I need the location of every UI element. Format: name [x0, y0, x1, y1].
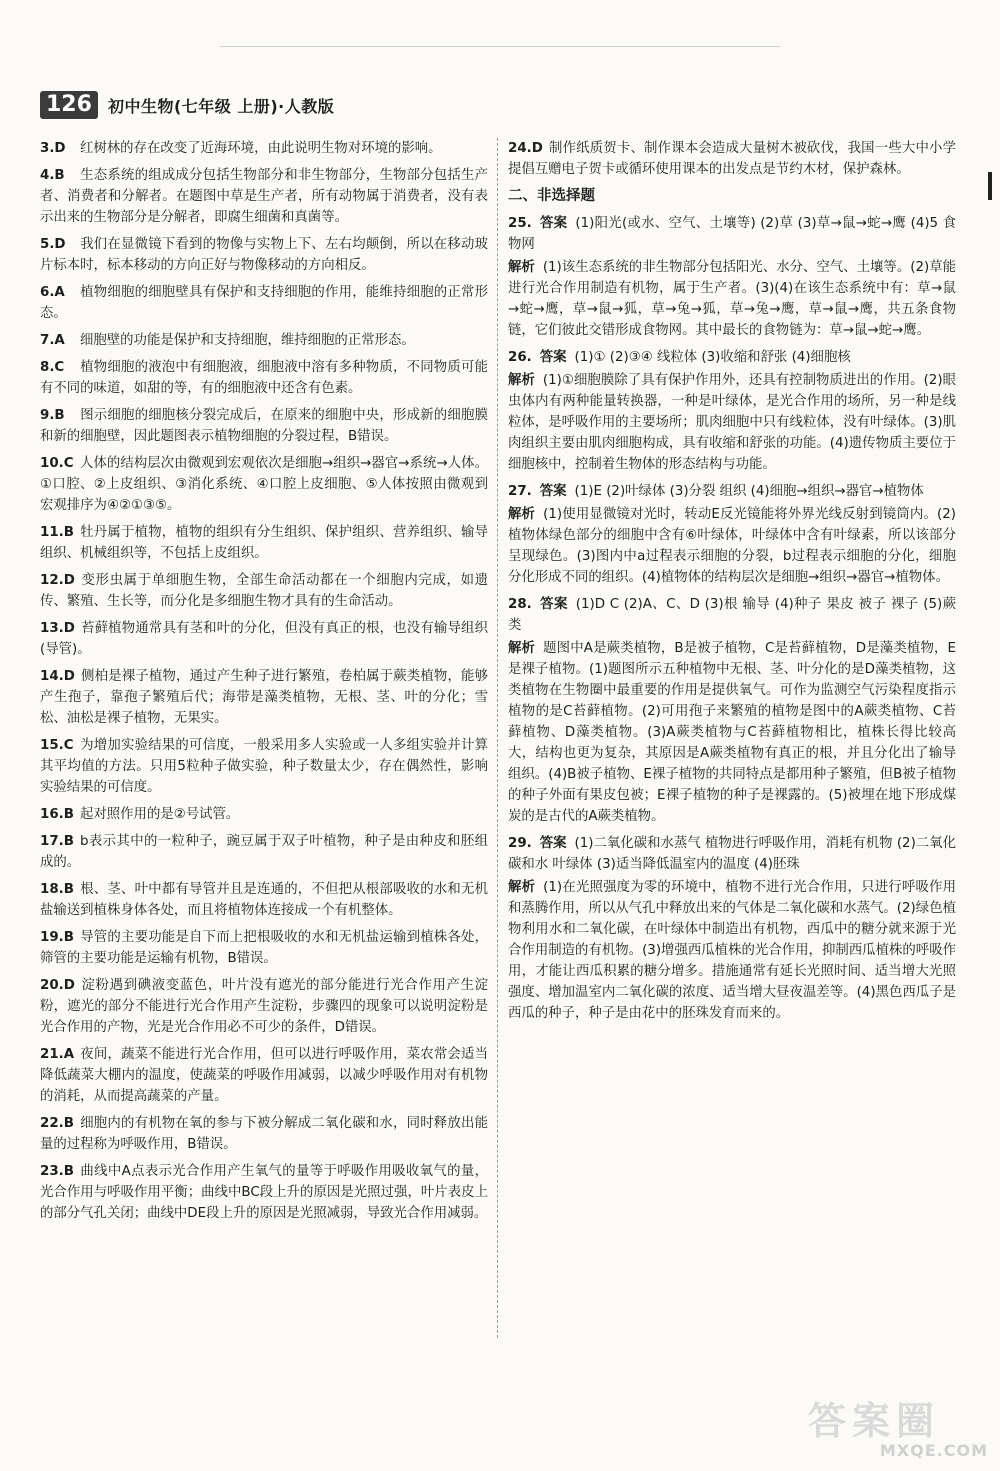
answer-text: (1)D C (2)A、C、D (3)根 输导 (4)种子 果皮 被子 裸子 (5)蕨类 [508, 597, 957, 633]
analysis-text: (1)使用显微镜对光时，转动E反光镜能将外界光线反射到镜筒内。(2)植物体绿色部分的细胞中含有⑥叶绿体，叶绿体中含有叶绿素，所以该部分呈现绿色。(3)图内中a过程表示细胞的分裂，b过程表示细胞的分化，细胞分化形成不同的组织。(4)植物体的结构层次是细胞→组织→器官→植物体。 [508, 507, 956, 585]
item-number: 3.D [40, 141, 66, 156]
item-text: 细胞内的有机物在氧的参与下被分解成二氧化碳和水，同时释放出能量的过程称为呼吸作用，B错误。 [40, 1116, 488, 1152]
answer-line [508, 347, 956, 368]
item-number: 5.D [40, 237, 66, 252]
item-number: 17.B [40, 834, 74, 849]
item-number: 20.D [40, 978, 75, 993]
left-column [40, 138, 488, 1230]
item-text: 植物细胞的液泡中有细胞液，细胞液中溶有多种物质，不同物质可能有不同的味道，如甜的等，有的细胞液中还含有色素。 [40, 360, 488, 396]
item-text: 导管的主要功能是自下而上把根吸收的水和无机盐运输到植株各处，筛管的主要功能是运输有机物，B错误。 [40, 930, 488, 966]
item-number: 29. [508, 836, 532, 851]
answer-item [40, 138, 488, 159]
item-number: 21.A [40, 1047, 75, 1062]
analysis-label: 解析 [508, 880, 536, 895]
item-number: 14.D [40, 669, 75, 684]
item-number: 19.B [40, 930, 74, 945]
nonchoice-list [508, 213, 956, 1024]
answer-item [40, 927, 488, 969]
question-item [508, 481, 956, 588]
item-text: 起对照作用的是②号试管。 [80, 807, 240, 822]
item-number: 8.C [40, 360, 65, 375]
answer-item-24 [508, 138, 956, 180]
item-number: 12.D [40, 573, 75, 588]
answer-label: 答案 [539, 216, 568, 231]
answer-item [40, 453, 488, 516]
item-number: 13.D [40, 621, 75, 636]
section-title: 二、非选择题 [508, 188, 595, 204]
item-text: 人体的结构层次由微观到宏观依次是细胞→组织→器官→系统→人体。①口腔、②上皮组织、③消化系统、④口腔上皮细胞、⑤人体按照由微观到宏观排序为④②①③⑤。 [40, 456, 488, 513]
answer-label: 答案 [539, 597, 568, 612]
item-text: 生态系统的组成成分包括生物部分和非生物部分，生物部分包括生产者、消费者和分解者。在题图中草是生产者，所有动物属于消费者，没有表示出来的生物部分是分解者，即腐生细菌和真菌等。 [40, 168, 488, 225]
item-number: 11.B [40, 525, 74, 540]
analysis-text: 题图中A是蕨类植物，B是被子植物，C是苔藓植物，D是藻类植物，E是裸子植物。(1)题图所示五种植物中无根、茎、叶分化的是D藻类植物，这类植物在生物圈中最重要的作用是提供氧气。可作为监测空气污染程度指示植物的是C苔藓植物。(2)可用孢子来繁殖的植物是图中的A蕨类植物、C苔藓植物、D藻类植物。(3)A蕨类植物与C苔藓植物相比，植株长得比较高大，结构也更为复杂，其原因是A蕨类植物有真正的根，并且分化出了输导组织。(4)B被子植物、E裸子植物的共同特点是都用种子繁殖，但B被子植物的种子外面有果皮包被；E裸子植物的种子是裸露的。(5)被埋在地下形成煤炭的是古代的A蕨类植物。 [508, 641, 957, 824]
item-number: 26. [508, 350, 532, 365]
item-text: 苔藓植物通常具有茎和叶的分化，但没有真正的根，也没有输导组织(导管)。 [40, 621, 488, 657]
analysis-line [508, 370, 956, 475]
analysis-label: 解析 [508, 260, 535, 275]
answer-item [40, 234, 488, 276]
watermark-title: 答案圈 [808, 1399, 941, 1443]
item-number: 25. [508, 216, 532, 231]
book-title: 初中生物(七年级 上册)·人教版 [107, 96, 335, 116]
top-rule [220, 46, 780, 47]
right-column [508, 138, 956, 1030]
answer-item [40, 831, 488, 873]
analysis-line [508, 504, 956, 588]
item-number: 6.A [40, 285, 65, 300]
answer-item [40, 975, 488, 1038]
analysis-line [508, 257, 956, 341]
page-number: 126 [40, 91, 98, 119]
answer-text: (1)① (2)③④ 线粒体 (3)收缩和舒张 (4)细胞核 [574, 350, 851, 365]
answer-item [40, 165, 488, 228]
answer-item [40, 735, 488, 798]
item-text: 侧柏是裸子植物，通过产生种子进行繁殖，卷柏属于蕨类植物，能够产生孢子，靠孢子繁殖后代；海带是藻类植物，无根、茎、叶的分化；雪松、油松是裸子植物，无果实。 [40, 669, 488, 726]
analysis-text: (1)①细胞膜除了具有保护作用外，还具有控制物质进出的作用。(2)眼虫体内有两种能量转换器，一种是叶绿体，是光合作用的场所，另一种是线粒体，是呼吸作用的主要场所；肌肉细胞中只有线粒体，没有叶绿体。(3)肌肉组织主要由肌肉细胞构成，具有收缩和舒张的功能。(4)遗传物质主要位于细胞核中，控制着生物体的形态结构与功能。 [508, 373, 956, 472]
item-text: 图示细胞的细胞核分裂完成后，在原来的细胞中央，形成新的细胞膜和新的细胞壁，因此题图表示植物细胞的分裂过程，B错误。 [40, 408, 488, 444]
item-number: 23.B [40, 1164, 74, 1179]
item-text: 制作纸质贺卡、制作课本会造成大量树木被砍伐，我国一些大中小学提倡互赠电子贺卡或循环使用课本的出发点是节约木材，保护森林。 [508, 141, 956, 177]
answer-label: 答案 [539, 350, 567, 365]
watermark-logo [808, 1401, 988, 1463]
item-number: 7.A [40, 333, 65, 348]
item-number: 15.C [40, 738, 74, 753]
item-text: 夜间，蔬菜不能进行光合作用，但可以进行呼吸作用，菜农常会适当降低蔬菜大棚内的温度，使蔬菜的呼吸作用减弱，以减少呼吸作用对有机物的消耗，从而提高蔬菜的产量。 [40, 1047, 488, 1104]
item-text: 细胞壁的功能是保护和支持细胞，维持细胞的正常形态。 [80, 333, 415, 348]
answer-text: (1)阳光(或水、空气、土壤等) (2)草 (3)草→鼠→蛇→鹰 (4)5 食物网 [508, 216, 957, 252]
item-text: 为增加实验结果的可信度，一般采用多人实验或一人多组实验并计算其平均值的方法。只用5粒种子做实验，种子数量太少，存在偶然性，影响实验结果的可信度。 [40, 738, 488, 795]
watermark-url: MXQE.COM [879, 1441, 988, 1460]
question-item [508, 213, 956, 341]
analysis-line [508, 638, 956, 827]
item-text: 淀粉遇到碘液变蓝色，叶片没有遮光的部分能进行光合作用产生淀粉，遮光的部分不能进行光合作用产生淀粉，步骤四的现象可以说明淀粉是光合作用的产物，光是光合作用必不可少的条件，D错误。 [40, 978, 488, 1035]
answer-item [40, 618, 488, 660]
answer-line [508, 213, 956, 255]
answer-item [40, 282, 488, 324]
answer-item [40, 879, 488, 921]
item-number: 10.C [40, 456, 74, 471]
item-number: 16.B [40, 807, 74, 822]
answer-item [40, 1161, 488, 1224]
answer-label: 答案 [539, 484, 567, 499]
analysis-label: 解析 [508, 641, 536, 656]
edge-mark [988, 172, 992, 200]
item-text: 植物细胞的细胞壁具有保护和支持细胞的作用，能维持细胞的正常形态。 [40, 285, 488, 321]
answer-line [508, 594, 956, 636]
item-text: 红树林的存在改变了近海环境，由此说明生物对环境的影响。 [80, 141, 442, 156]
item-number: 18.B [40, 882, 74, 897]
answer-item [40, 405, 488, 447]
answer-item [40, 330, 488, 351]
item-text: 变形虫属于单细胞生物，全部生命活动都在一个细胞内完成，如遗传、繁殖、生长等，而分化是多细胞生物才具有的生命活动。 [40, 573, 488, 609]
item-text: 我们在显微镜下看到的物像与实物上下、左右均颠倒，所以在移动玻片标本时，标本移动的方向正好与物像移动的方向相反。 [40, 237, 488, 273]
item-text: 牡丹属于植物，植物的组织有分生组织、保护组织、营养组织、输导组织、机械组织等，不包括上皮组织。 [40, 525, 488, 561]
question-item [508, 833, 956, 1024]
answer-line [508, 833, 956, 875]
analysis-text: (1)在光照强度为零的环境中，植物不进行光合作用，只进行呼吸作用和蒸腾作用，所以从气孔中释放出来的气体是二氧化碳和水蒸气。(2)绿色植物利用水和二氧化碳，在叶绿体中制造出有机物，西瓜中的糖分就来源于光合作用制造的有机物。(3)增强西瓜植株的光合作用，抑制西瓜植株的呼吸作用，才能让西瓜积累的糖分增多。措施通常有延长光照时间、适当增大光照强度、增加温室内二氧化碳的浓度、适当增大昼夜温差等。(4)黑色西瓜子是西瓜的种子，种子是由花中的胚珠发育而来的。 [508, 880, 957, 1021]
item-number: 9.B [40, 408, 65, 423]
item-text: 根、茎、叶中都有导管并且是连通的，不但把从根部吸收的水和无机盐输送到植株身体各处，而且将植物体连接成一个有机整体。 [40, 882, 488, 918]
analysis-label: 解析 [508, 507, 536, 522]
question-item [508, 594, 956, 827]
answer-item [40, 666, 488, 729]
answer-item [40, 1044, 488, 1107]
item-number: 27. [508, 484, 532, 499]
item-number: 24.D [508, 141, 543, 156]
answer-item [40, 570, 488, 612]
answer-text: (1)E (2)叶绿体 (3)分裂 组织 (4)细胞→组织→器官→植物体 [574, 484, 924, 499]
analysis-text: (1)该生态系统的非生物部分包括阳光、水分、空气、土壤等。(2)草能进行光合作用制造有机物，属于生产者。(3)(4)在该生态系统中有：草→鼠→蛇→鹰，草→鼠→狐，草→兔→狐，草→兔→鹰，草→鼠→鹰，共五条食物链，它们彼此交错形成食物网。其中最长的食物链为：草→鼠→蛇→鹰。 [508, 260, 957, 338]
answer-text: (1)二氧化碳和水蒸气 植物进行呼吸作用，消耗有机物 (2)二氧化碳和水 叶绿体 (3)适当降低温室内的温度 (4)胚珠 [508, 836, 956, 872]
answer-item [40, 522, 488, 564]
item-number: 22.B [40, 1116, 74, 1131]
answer-item [40, 357, 488, 399]
item-text: 曲线中A点表示光合作用产生氧气的量等于呼吸作用吸收氧气的量，光合作用与呼吸作用平衡；曲线中BC段上升的原因是光照过强，叶片表皮上的部分气孔关闭；曲线中DE段上升的原因是光照减弱，导致光合作用减弱。 [40, 1164, 488, 1221]
analysis-line [508, 877, 956, 1024]
item-number: 28. [508, 597, 532, 612]
question-item [508, 347, 956, 475]
answer-item [40, 1113, 488, 1155]
answer-label: 答案 [539, 836, 567, 851]
item-number: 4.B [40, 168, 65, 183]
column-divider [497, 138, 498, 1338]
page-header [40, 90, 334, 120]
analysis-label: 解析 [508, 373, 535, 388]
item-text: b表示其中的一粒种子，豌豆属于双子叶植物，种子是由种皮和胚组成的。 [40, 834, 488, 870]
answer-line [508, 481, 956, 502]
answer-item [40, 804, 488, 825]
